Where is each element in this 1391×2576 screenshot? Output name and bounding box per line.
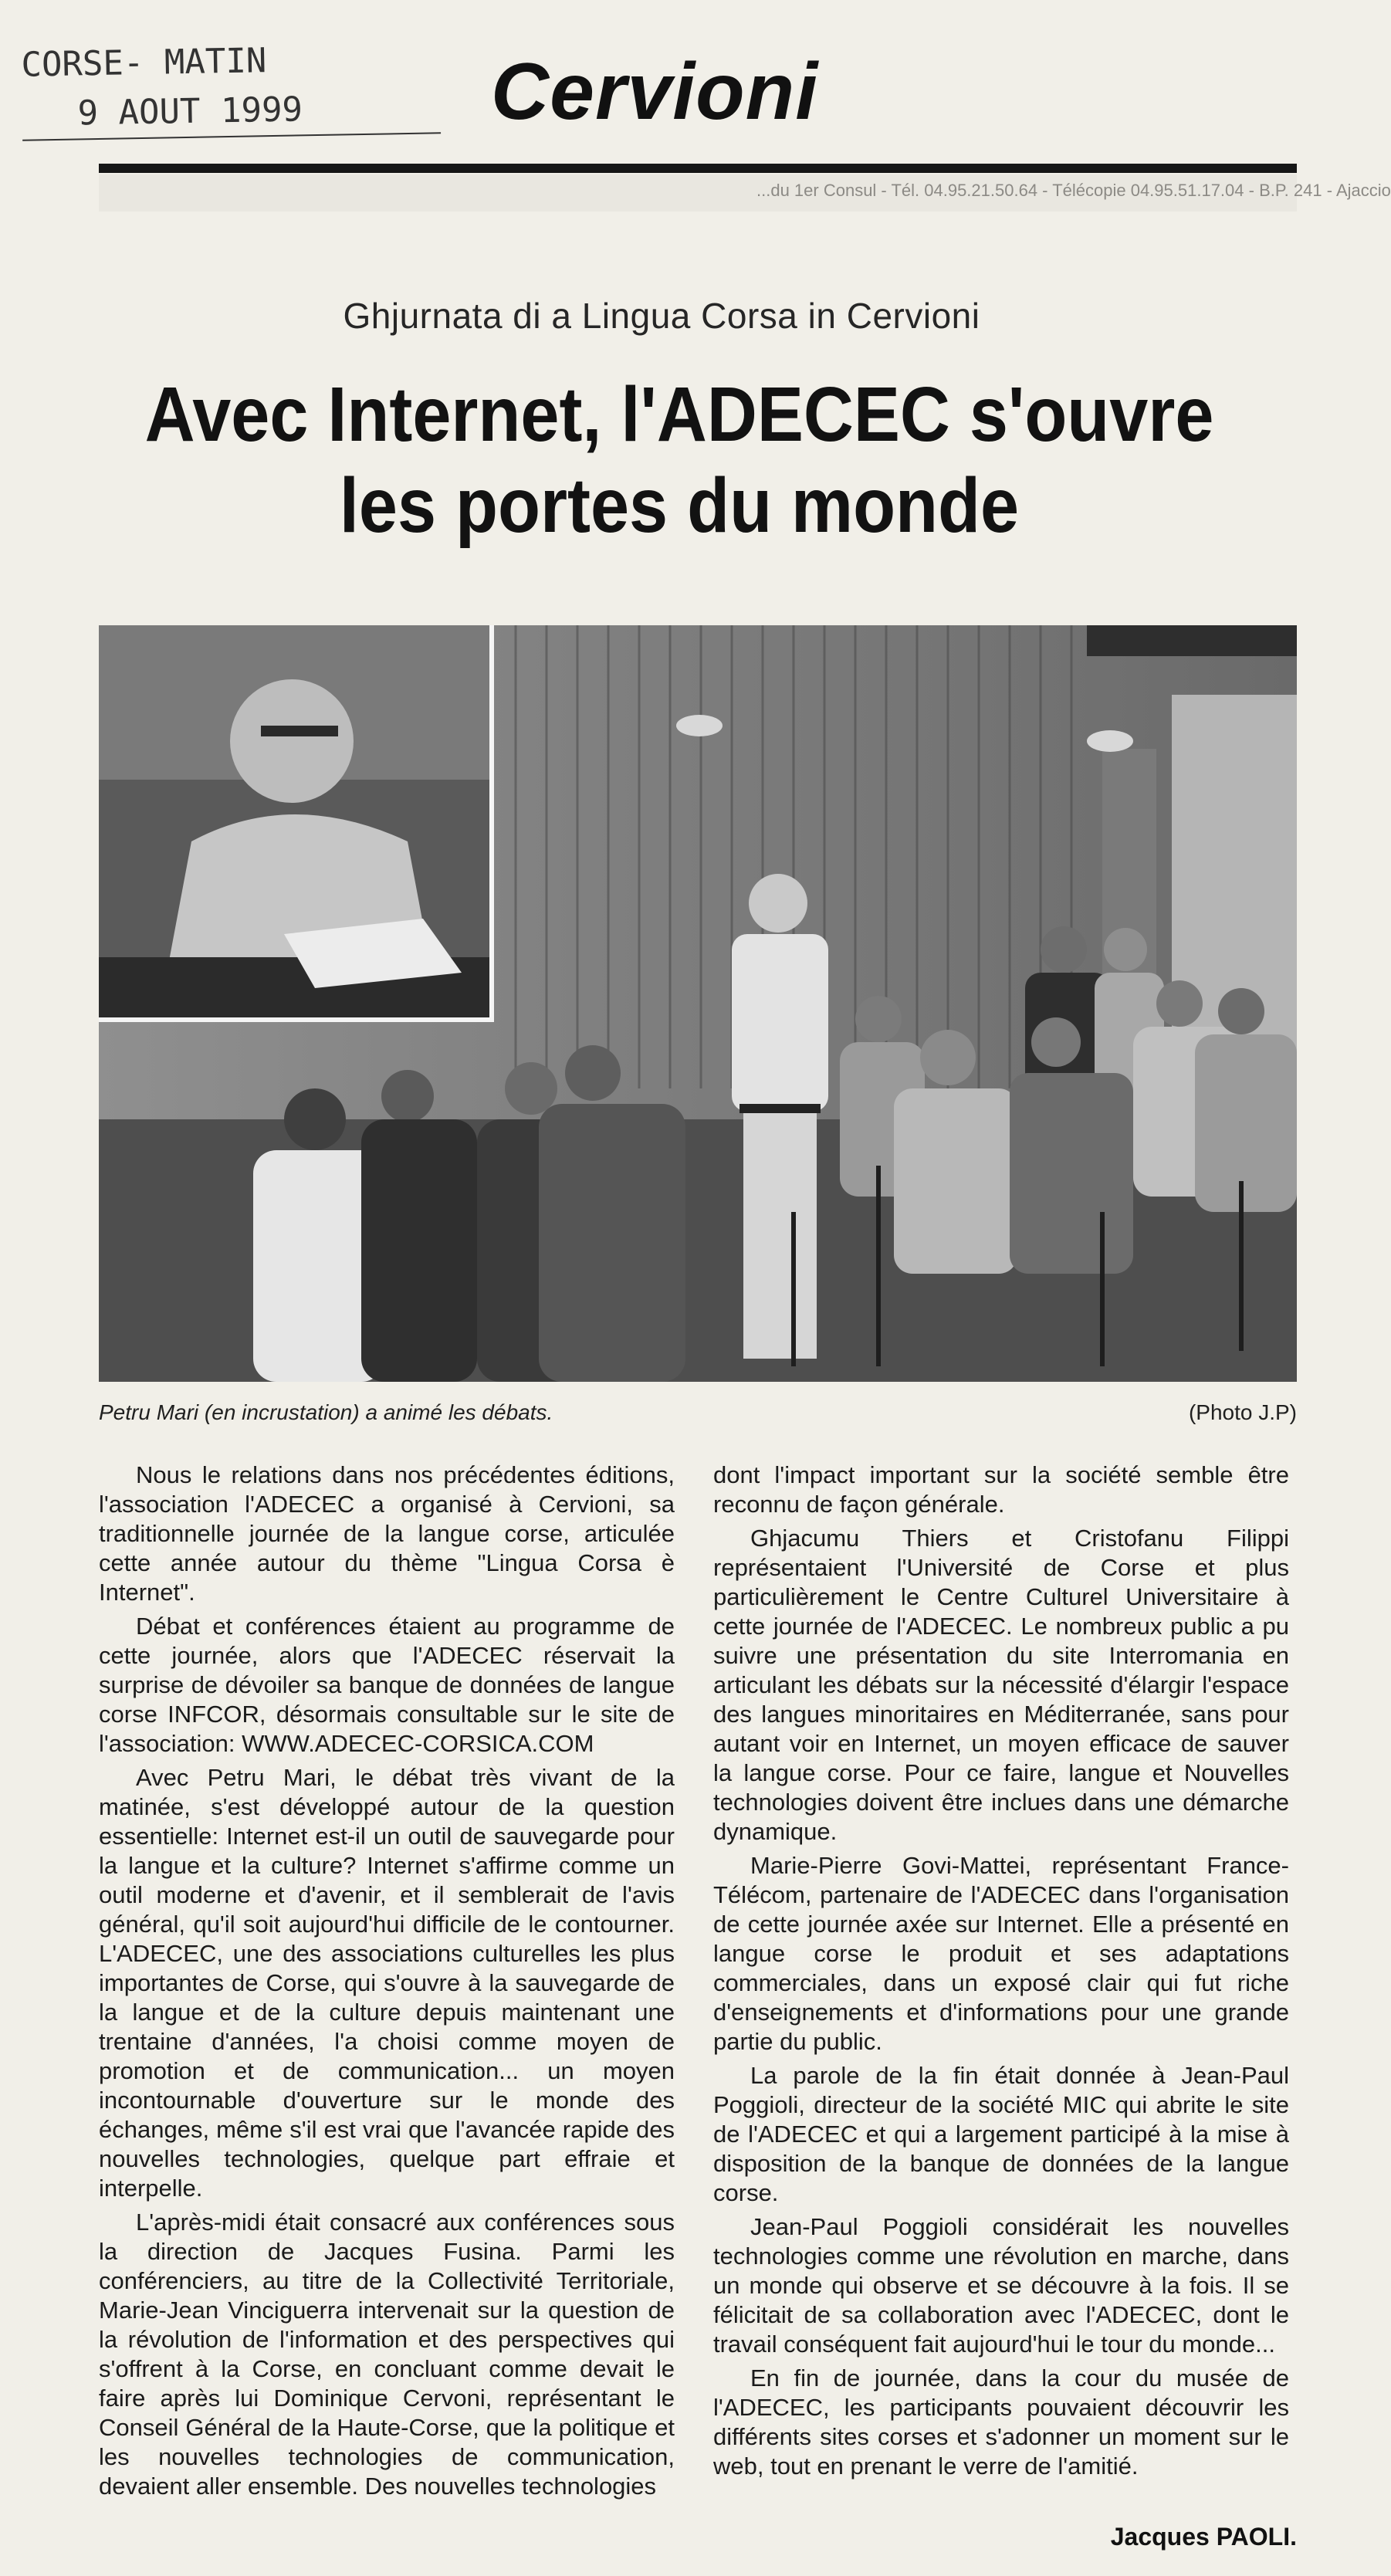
paragraph: Jean-Paul Poggioli considérait les nouvelles technologies comme une révolution en marche, dans un monde qui observe et se découvre à la fois. Il se félicitait de sa collaboration avec l'ADECEC, dont le travail conséquent fait aujourd'hui le tour du monde... — [713, 2213, 1289, 2358]
article-column-left — [99, 1461, 675, 2506]
paragraph: En fin de journée, dans la cour du musée de l'ADECEC, les participants pouvaient découvrir les différents sites corses et s'adonner un moment sur le web, tout en prenant le verre de l'amitié. — [713, 2364, 1289, 2480]
photo-credit: (Photo J.P) — [1188, 1400, 1297, 1424]
photo-caption: Petru Mari (en incrustation) a animé les débats. — [99, 1400, 553, 1424]
inset-scene — [99, 625, 489, 1017]
article-photo — [99, 625, 1297, 1382]
paragraph: La parole de la fin était donnée à Jean-Paul Poggioli, directeur de la société MIC qui abrite le site de l'ADECEC et qui a largement participé à la mise à disposition de la banque de données de la langue corse. — [713, 2062, 1289, 2206]
article-author: Jacques PAOLI. — [1110, 2523, 1297, 2551]
paragraph: Marie-Pierre Govi-Mattei, représentant France-Télécom, partenaire de l'ADECEC dans l'organisation de cette journée axée sur Internet. Elle a présenté en langue corse le produit et ses adaptations commerciales, dans un exposé clair qui fut riche d'enseignements et d'informations pour une grande partie du public. — [713, 1852, 1289, 2055]
headline-line-2: les portes du monde — [339, 462, 1020, 549]
standing-speaker — [732, 874, 828, 1359]
paragraph: Avec Petru Mari, le débat très vivant de la matinée, s'est développé autour de la question essentielle: Internet est-il un outil de sauvegarde pour la langue et la culture? Internet s'affirme comme un outil moderne et d'avenir, et il semblerait de l'avis général, qu'il soit aujourd'hui difficile de le contourner. L'ADECEC, une des associations culturelles les plus importantes de Corse, qui s'ouvre à la sauvegarde de la langue et de la culture depuis maintenant une trentaine d'années, l'a choisi comme moyen de promotion et de communication... un moyen incontournable d'ouverture sur le monde des échanges, même s'il est vrai que l'avancée rapide des nouvelles technologies, quelque part effraie et interpelle. — [99, 1764, 675, 2202]
paragraph: Nous le relations dans nos précédentes éditions, l'association l'ADECEC a organisé à Cervioni, sa traditionnelle journée de la langue corse, articulée cette année autour du thème "Lingua Corsa è Internet". — [99, 1461, 675, 1606]
paragraph: Débat et conférences étaient au programme de cette journée, alors que l'ADECEC réservait la surprise de dévoiler sa banque de données de langue corse INFCOR, désormais consultable sur le site de l'association: WWW.ADECEC-CORSICA.COM — [99, 1613, 675, 1757]
handwritten-date: 9 AOUT 1999 — [22, 83, 441, 140]
handwritten-newspaper-name: CORSE- MATIN — [21, 41, 267, 85]
article-kicker: Ghjurnata di a Lingua Corsa in Cervioni — [343, 296, 980, 336]
inset-photo-petru-mari — [99, 625, 494, 1022]
top-divider — [99, 164, 1297, 173]
paragraph-continuation: dont l'impact important sur la société semble être reconnu de façon générale. — [713, 1461, 1289, 1518]
article-column-right — [713, 1461, 1289, 2486]
headline-line-1: Avec Internet, l'ADECEC s'ouvre — [144, 371, 1214, 458]
handwritten-source-note — [21, 33, 439, 140]
paragraph: Ghjacumu Thiers et Cristofanu Filippi représentaient l'Université de Corse et plus particulièrement le Centre Culturel Universitaire à cette journée de l'ADECEC. Le nombreux public a pu suivre une présentation du site Interromania en articulant les débats sur la nécessité d'élargir l'espace des langues minoritaires en Méditerranée, sans pour autant voir en Internet, un moyen efficace de sauver la langue corse. Pour ce faire, langue et Nouvelles technologies doivent être inclues dans une démarche dynamique. — [713, 1525, 1289, 1845]
article-headline — [137, 369, 1221, 551]
section-title: Cervioni — [491, 47, 819, 137]
bleed-through-text: ...du 1er Consul - Tél. 04.95.21.50.64 - Télécopie 04.95.51.17.04 - B.P. 241 - Ajaccio — [756, 181, 1391, 200]
paragraph: L'après-midi était consacré aux conférences sous la direction de Jacques Fusina. Parmi les conférenciers, au titre de la Collectivité Territoriale, Marie-Jean Vinciguerra intervenait sur la question de la révolution de l'information et des perspectives qui s'offrent à la Corse, en concluant comme devait le faire après lui Dominique Cervoni, représentant le Conseil Général de la Haute-Corse, que la politique et les nouvelles technologies de communication, devaient aller ensemble. Des nouvelles technologies — [99, 2209, 675, 2500]
